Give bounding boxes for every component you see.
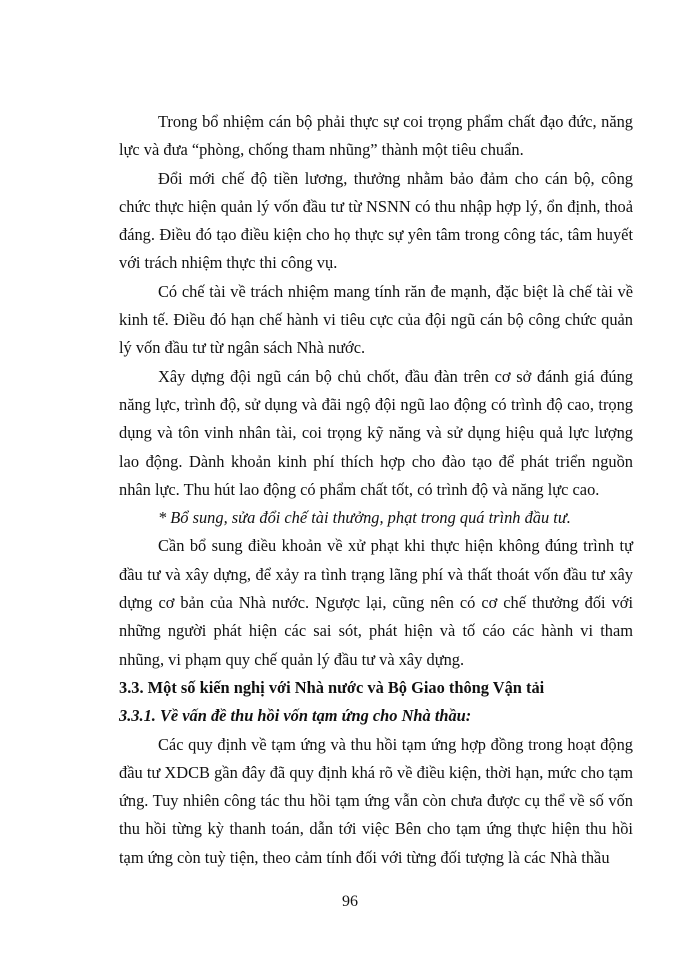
bullet-reward-penalty: * Bổ sung, sửa đổi chế tài thưởng, phạt trong quá trình đầu tư. [158, 508, 571, 528]
section-heading-3-3: 3.3. Một số kiến nghị với Nhà nước và Bộ Giao thông Vận tải [119, 677, 545, 697]
subsection-heading-3-3-1: 3.3.1. Về vấn đề thu hồi vốn tạm ứng cho Nhà thầu: [119, 706, 472, 726]
paragraph-sanctions: Có chế tài về trách nhiệm mang tính răn đe mạnh, đặc biệt là chế tài về kinh tế. Điều đó hạn chế hành vi tiêu cực của đội ngũ cán bộ công chức quản lý vốn đầu tư từ ngân sách Nhà nước. [119, 281, 633, 358]
page-number: 96 [342, 893, 358, 910]
paragraph-appointment-ethics: Trong bổ nhiệm cán bộ phải thực sự coi trọng phẩm chất đạo đức, năng lực và đưa “phòng, chống tham nhũng” thành một tiêu chuẩn. [119, 112, 633, 160]
document-body [119, 108, 633, 872]
paragraph-advance-recovery: Các quy định về tạm ứng và thu hồi tạm ứng hợp đồng trong hoạt động đầu tư XDCB gần đây đã quy định khá rõ về điều kiện, thời hạn, mức cho tạm ứng. Tuy nhiên công tác thu hồi tạm ứng vẫn còn chưa được cụ thể về số vốn thu hồi từng kỳ thanh toán, dẫn tới việc Bên cho tạm ứng thực hiện thu hồi tạm ứng còn tuỳ tiện, theo cảm tính đối với từng đối tượng là các Nhà thầu [119, 734, 633, 867]
paragraph-salary-reform: Đổi mới chế độ tiền lương, thưởng nhằm bảo đảm cho cán bộ, công chức thực hiện quản lý vốn đầu tư từ NSNN có thu nhập hợp lý, ổn định, thoả đáng. Điều đó tạo điều kiện cho họ thực sự yên tâm trong công tác, tâm huyết với trách nhiệm thực thi công vụ. [119, 168, 633, 273]
paragraph-key-staff: Xây dựng đội ngũ cán bộ chủ chốt, đầu đàn trên cơ sở đánh giá đúng năng lực, trình độ, sử dụng và đãi ngộ đội ngũ lao động có trình độ cao, trọng dụng và tôn vinh nhân tài, coi trọng kỹ năng và sử dụng hiệu quả lực lượng lao động. Dành khoản kinh phí thích hợp cho đào tạo để phát triển nguồn nhân lực. Thu hút lao động có phẩm chất tốt, có trình độ và năng lực cao. [119, 366, 633, 499]
paragraph-penalty-clauses: Cần bổ sung điều khoản về xử phạt khi thực hiện không đúng trình tự đầu tư và xây dựng, để xảy ra tình trạng lãng phí và thất thoát vốn đầu tư xây dựng cơ bản của Nhà nước. Ngược lại, cũng nên có cơ chế thưởng đối với những người phát hiện các sai sót, phát hiện và tố cáo các hành vi tham nhũng, vi phạm quy chế quản lý đầu tư và xây dựng. [119, 536, 633, 669]
